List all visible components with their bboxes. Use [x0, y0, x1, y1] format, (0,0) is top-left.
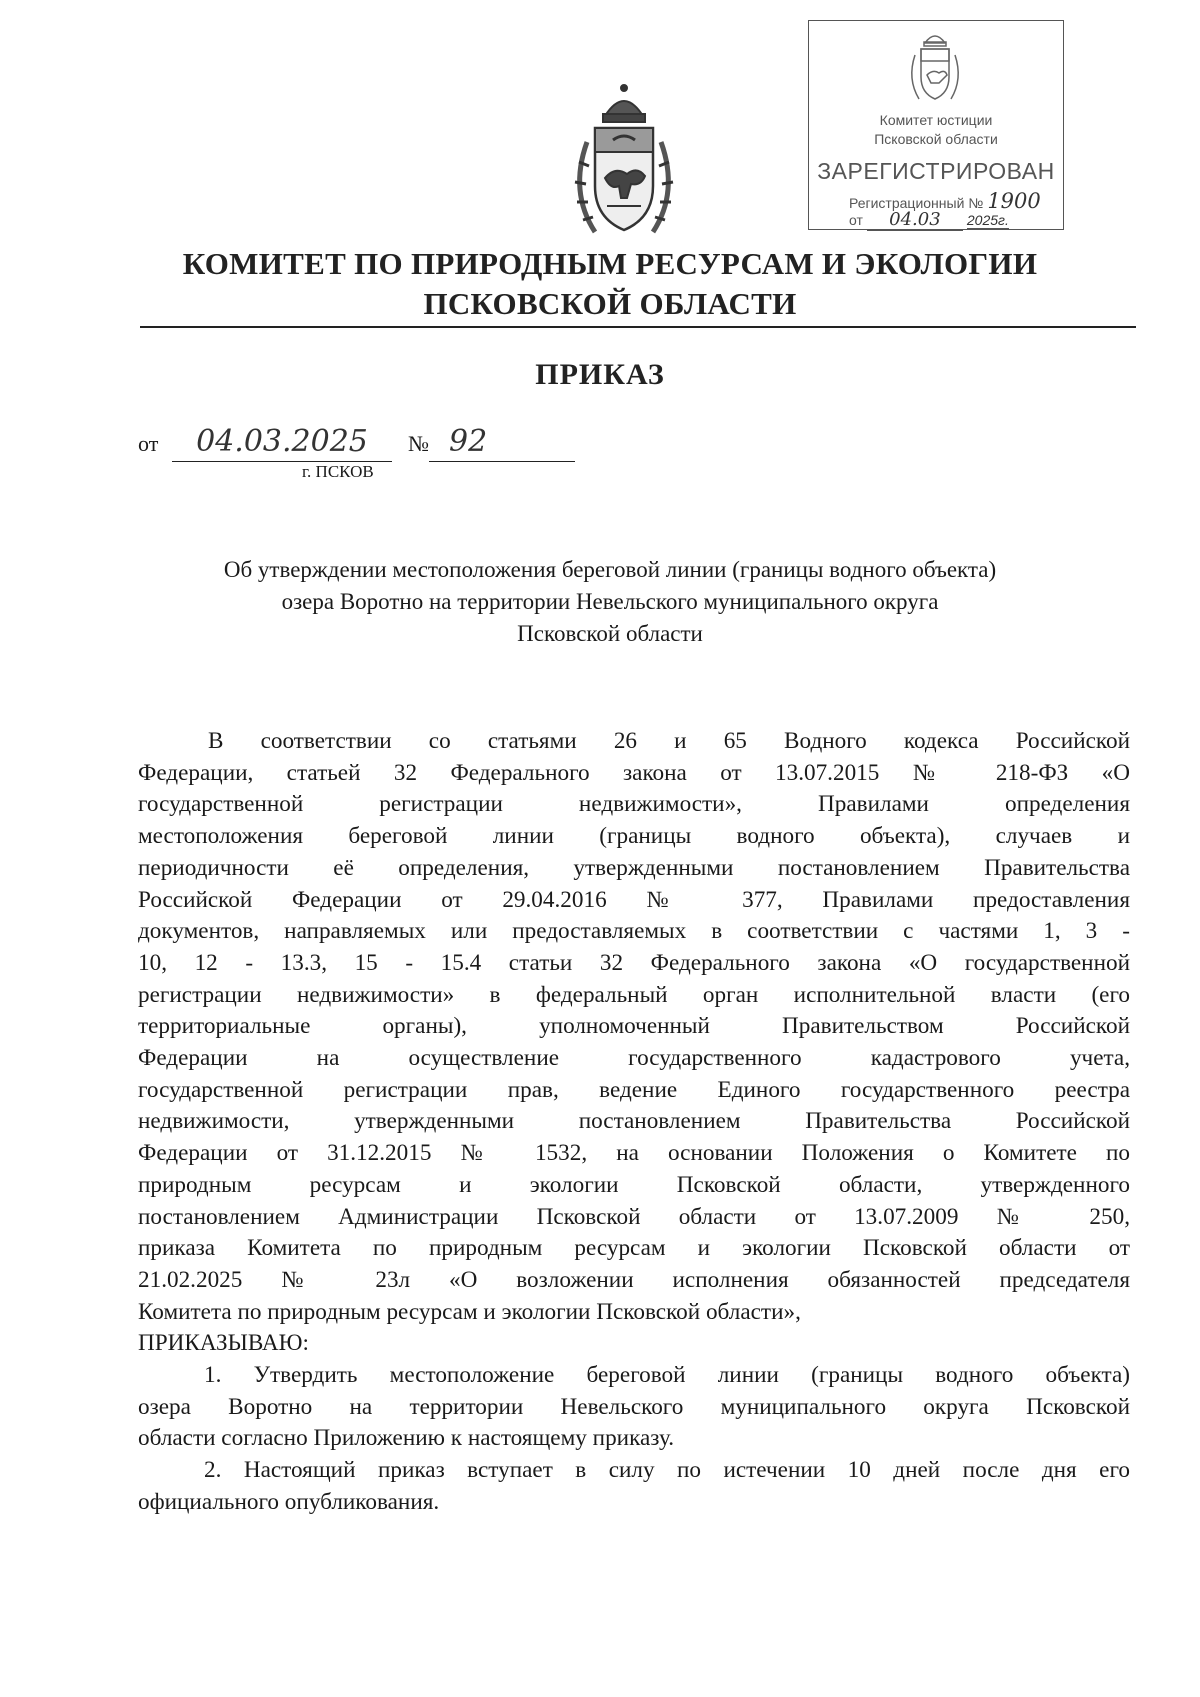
body-line: постановлением Администрации Псковской области от 13.07.2009 № 250, — [138, 1203, 1130, 1230]
body-line: недвижимости, утвержденными постановлением Правительства Российской — [138, 1108, 1130, 1135]
title-line: озера Воротно на территории Невельского муниципального округа — [281, 589, 939, 614]
number-prefix: № — [408, 431, 429, 456]
body-line: Комитета по природным ресурсам и экологии Псковской области», — [138, 1298, 801, 1325]
body-line: документов, направляемых или предоставляемых в соответствии с частями 1, 3 - — [138, 918, 1130, 945]
stamp-year-value: 2025г. — [966, 212, 1009, 228]
org-name-line1: КОМИТЕТ ПО ПРИРОДНЫМ РЕСУРСАМ И ЭКОЛОГИИ — [182, 246, 1038, 281]
stamp-org-line1: Комитет юстиции — [879, 112, 993, 128]
stamp-date-line — [849, 209, 1009, 231]
order-number: 92 — [429, 424, 575, 462]
stamp-reg-number: 1900 — [987, 189, 1041, 213]
title-line: Об утверждении местоположения береговой линии (границы водного объекта) — [223, 557, 997, 582]
body-line: государственной регистрации недвижимости», Правилами определения — [138, 791, 1130, 818]
body-line: Федерации, статьей 32 Федерального закона от 13.07.2015 № 218-ФЗ «О — [138, 759, 1130, 786]
body-line: 10, 12 - 13.3, 15 - 15.4 статьи 32 Федерального закона «О государственной — [138, 949, 1130, 976]
document-title — [130, 554, 1090, 650]
body-line: приказа Комитета по природным ресурсам и экологии Псковской области от — [138, 1235, 1130, 1262]
item-1-line: озера Воротно на территории Невельского муниципального округа Псковской — [138, 1393, 1130, 1420]
order-date-number-line — [138, 424, 575, 462]
stamp-date-label: от — [849, 212, 863, 228]
header-divider — [140, 326, 1136, 328]
body-line: государственной регистрации прав, ведение Единого государственного реестра — [138, 1076, 1130, 1103]
body-line: В соответствии со статьями 26 и 65 Водного кодекса Российской — [208, 728, 1130, 754]
item-2-line: 2. Настоящий приказ вступает в силу по истечении 10 дней после дня его — [204, 1457, 1130, 1484]
stamp-status: ЗАРЕГИСТРИРОВАН — [817, 158, 1055, 184]
body-line: природным ресурсам и экологии Псковской области, утвержденного — [138, 1171, 1130, 1198]
body-line: Федерации от 31.12.2015 № 1532, на основании Положения о Комитете по — [138, 1140, 1130, 1167]
body-line: Федерации на осуществление государственного кадастрового учета, — [138, 1045, 1130, 1072]
body-line: территориальные органы), уполномоченный Правительством Российской — [138, 1013, 1130, 1040]
body-line: местоположения береговой линии (границы водного объекта), случаев и — [138, 823, 1130, 850]
stamp-org-line2: Псковской области — [874, 131, 998, 147]
body-line: регистрации недвижимости» в федеральный орган исполнительной власти (его — [138, 981, 1130, 1008]
order-word: ПРИКАЗЫВАЮ: — [138, 1330, 309, 1357]
pskov-coat-of-arms-icon — [565, 82, 683, 240]
stamp-date-value: 04.03 — [867, 209, 963, 231]
registration-stamp — [808, 20, 1064, 230]
city: г. ПСКОВ — [302, 462, 374, 481]
document-body — [138, 726, 1130, 1519]
date-prefix: от — [138, 431, 159, 456]
item-1-line: области согласно Приложению к настоящему приказу. — [138, 1425, 675, 1452]
order-date: 04.03.2025 — [172, 424, 392, 462]
org-name-line2: ПСКОВСКОЙ ОБЛАСТИ — [423, 286, 797, 321]
body-line: периодичности её определения, утвержденными постановлением Правительства — [138, 854, 1130, 881]
item-2-line: официального опубликования. — [138, 1488, 440, 1515]
title-line: Псковской области — [517, 621, 703, 646]
body-line: 21.02.2025 № 23л «О возложении исполнения обязанностей председателя — [138, 1266, 1130, 1293]
stamp-coat-of-arms-icon — [905, 27, 965, 103]
stamp-reg-label: Регистрационный № — [849, 195, 984, 211]
body-line: Российской Федерации от 29.04.2016 № 377, Правилами предоставления — [138, 886, 1130, 913]
item-1-line: 1. Утвердить местоположение береговой линии (границы водного объекта) — [204, 1362, 1130, 1389]
document-type: ПРИКАЗ — [535, 358, 665, 391]
